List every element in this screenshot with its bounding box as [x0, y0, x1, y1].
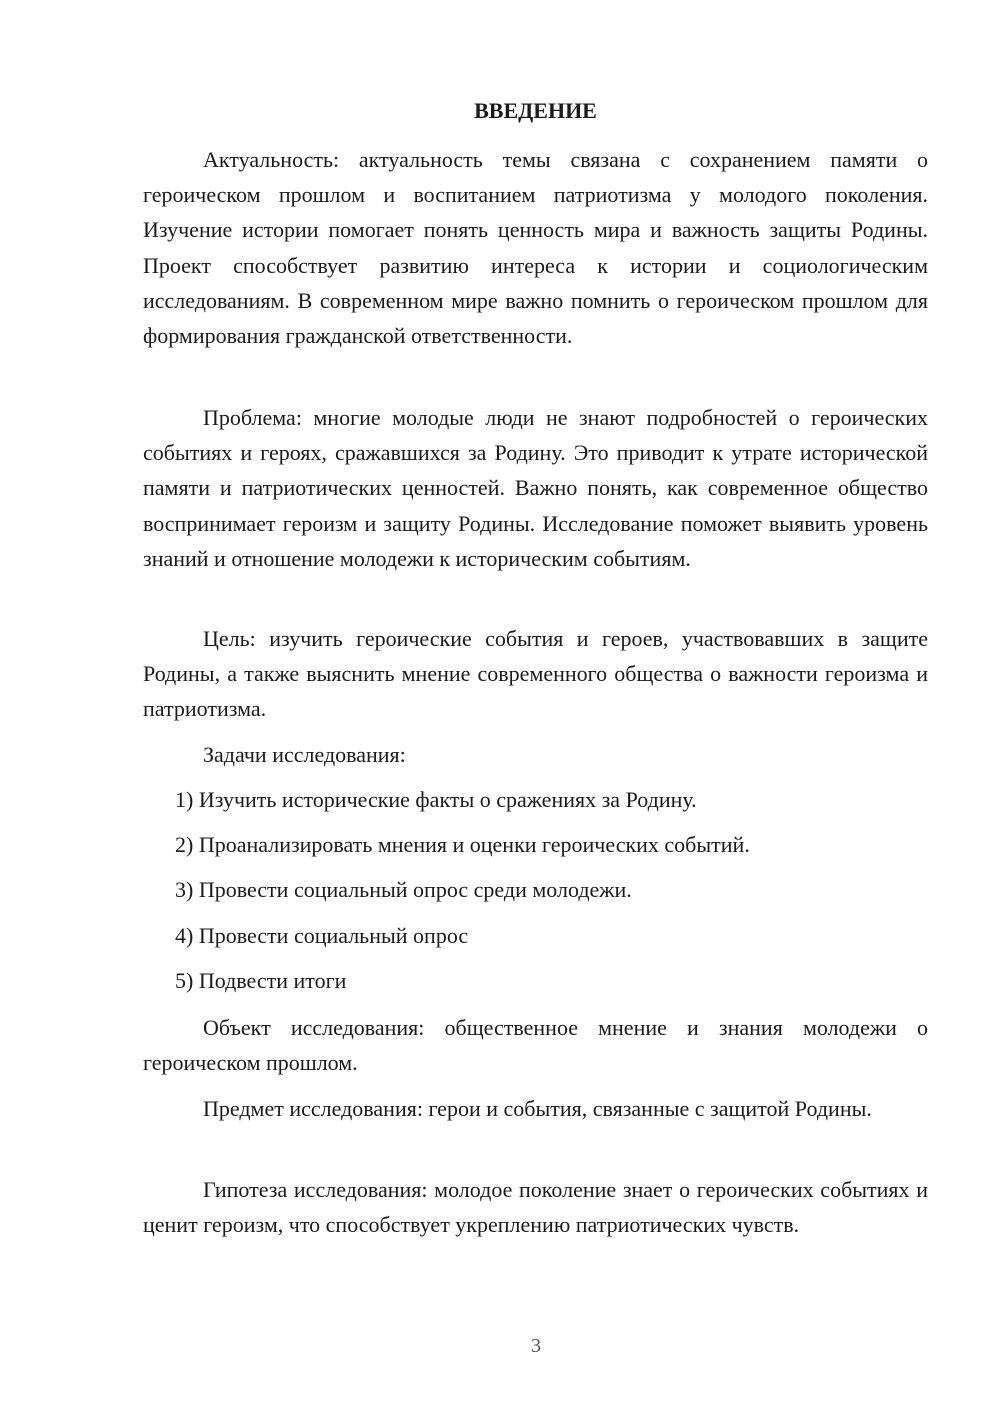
- tasks-heading: Задачи исследования:: [203, 742, 406, 767]
- page-number: 3: [531, 1335, 541, 1357]
- list-item: 1) Изучить исторические факты о сражениях за Родину.: [175, 787, 697, 812]
- list-item: 4) Провести социальный опрос: [175, 923, 469, 948]
- subject-paragraph: Предмет исследования: герои и события, связанные с защитой Родины.: [203, 1096, 872, 1121]
- hypothesis-paragraph: Гипотеза исследования: молодое поколение знает о героических событиях и ценит героизм, что способствует укреплению патриотических чувств.: [143, 1177, 928, 1238]
- relevance-paragraph: Актуальность: актуальность темы связана с сохранением памяти о героическом прошлом и воспитанием патриотизма у молодого поколения. Изучение истории помогает понять ценность мира и важность защиты Родины. Проект способствует развитию интереса к истории и социологическим исследованиям. В современном мире важно помнить о героическом прошлом для формирования гражданской ответственности.: [143, 147, 928, 349]
- list-item: 2) Проанализировать мнения и оценки героических событий.: [175, 832, 750, 857]
- object-paragraph: Объект исследования: общественное мнение и знания молодежи о героическом прошлом.: [143, 1015, 928, 1076]
- list-item: 5) Подвести итоги: [175, 968, 347, 993]
- problem-paragraph: Проблема: многие молодые люди не знают подробностей о героических событиях и героях, сражавшихся за Родину. Это приводит к утрате исторической памяти и патриотических ценностей. Важно понять, как современное общество воспринимает героизм и защиту Родины. Исследование поможет выявить уровень знаний и отношение молодежи к историческим событиям.: [143, 405, 928, 571]
- list-item: 3) Провести социальный опрос среди молодежи.: [175, 877, 632, 902]
- page-title: ВВЕДЕНИЕ: [474, 98, 597, 123]
- goal-paragraph: Цель: изучить героические события и героев, участвовавших в защите Родины, а также выяснить мнение современного общества о важности героизма и патриотизма.: [143, 626, 928, 722]
